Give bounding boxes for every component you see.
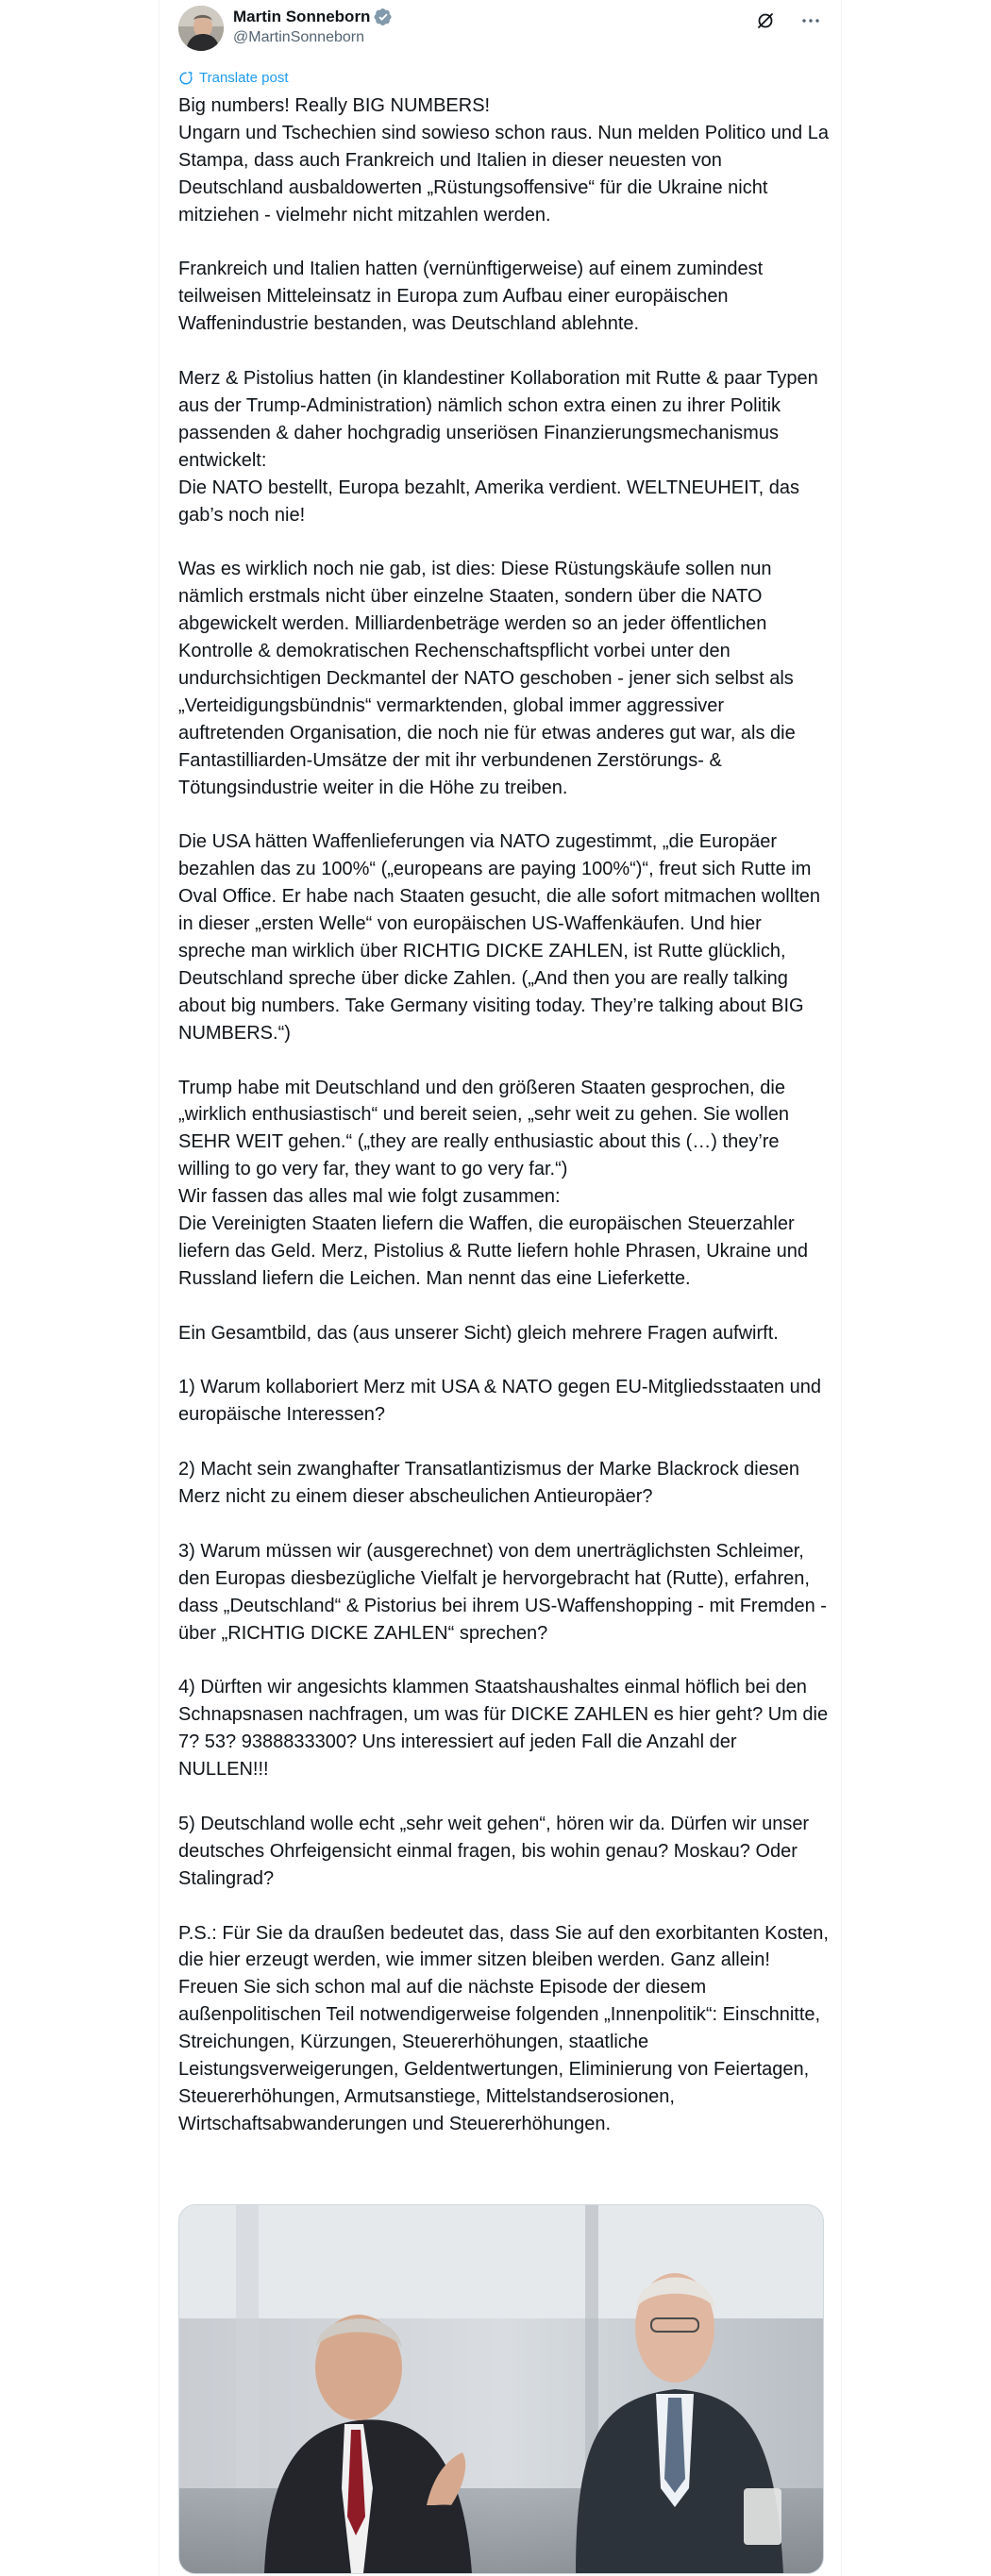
header-actions bbox=[754, 9, 822, 32]
handle[interactable]: @MartinSonneborn bbox=[233, 29, 364, 45]
author-block bbox=[233, 8, 393, 46]
post-paragraph bbox=[178, 1075, 830, 1293]
post-paragraph bbox=[178, 1374, 830, 1429]
post-paragraph bbox=[178, 1456, 830, 1511]
post-column bbox=[159, 0, 842, 2576]
post-paragraph bbox=[178, 1811, 830, 1893]
post-paragraph bbox=[178, 256, 830, 338]
author-row bbox=[233, 8, 393, 26]
more-dots-icon[interactable] bbox=[799, 9, 822, 32]
post-photo[interactable] bbox=[178, 2204, 824, 2574]
post-header bbox=[178, 6, 822, 59]
post-text-line: 2) Macht sein zwanghafter Transatlantizismus der Marke Blackrock diesen Merz nicht zu einem dieser abscheulichen Antieuropäer? bbox=[178, 1459, 800, 1508]
post-paragraph bbox=[178, 365, 830, 528]
post-text-line: 3) Warum müssen wir (ausgerechnet) von dem unerträglichsten Schleimer, den Europas diesbezügliche Vielfalt je hervorgebracht hat (Rutte), erfahren, dass „Deutschland“ & Pistorius bei ihrem US-Waffenshopping - mit Fremden - über „RICHTIG DICKE ZAHLEN“ sprechen? bbox=[178, 1540, 827, 1644]
post-text-line: Big numbers! Really BIG NUMBERS! bbox=[178, 95, 491, 116]
display-name[interactable]: Martin Sonneborn bbox=[233, 8, 371, 25]
grok-icon[interactable] bbox=[754, 9, 777, 32]
post-text-line: Die USA hätten Waffenlieferungen via NATO zugestimmt, „die Europäer bezahlen das zu 100%“ („europeans are paying 100%“)“, freut sich Rutte im Oval Office. Er habe nach Staaten gesucht, die alle sofort mitmachen wollten in dieser „ersten Welle“ von europäischen US-Waffenkäufen. Und hier spreche man wirklich über RICHTIG DICKE ZAHLEN, ist Rutte glücklich, Deutschland spreche über dicke Zahlen. („And then you are really talking about big numbers. Take Germany visiting today. They’re talking about BIG NUMBERS.“) bbox=[178, 831, 820, 1044]
post-text-line: P.S.: Für Sie da draußen bedeutet das, dass Sie auf den exorbitanten Kosten, die hier erzeugt werden, wie immer sitzen bleiben werden. Ganz allein! Freuen Sie sich schon mal auf die nächste Episode der diesem außenpolitischen Teil notwendigerweise folgenden „Innenpolitik“: Einschnitte, Streichungen, Kürzungen, Steuererhöhungen, staatliche Leistungsverweigerungen, Geldentwertungen, Eliminierung von Feiertagen, Steuererhöhungen, Armutsanstiege, Mittelstandserosionen, Wirtschaftsabwanderungen und Steuererhöhungen. bbox=[178, 1922, 829, 2134]
post-paragraph bbox=[178, 556, 830, 801]
translate-post-link[interactable] bbox=[178, 70, 289, 86]
post-paragraph bbox=[178, 1320, 830, 1347]
avatar[interactable] bbox=[178, 6, 224, 51]
post-text-line: Ungarn und Tschechien sind sowieso schon raus. Nun melden Politico und La Stampa, dass auch Frankreich und Italien in dieser neuesten von Deutschland ausbaldowerten „Rüstungsoffensive“ für die Ukraine nicht mitziehen - vielmehr nicht mitzahlen werden. bbox=[178, 122, 829, 226]
post-text bbox=[178, 92, 830, 2138]
post-text-line: 1) Warum kollaboriert Merz mit USA & NATO gegen EU-Mitgliedsstaaten und europäische Interessen? bbox=[178, 1377, 821, 1426]
post-text-line: Ein Gesamtbild, das (aus unserer Sicht) gleich mehrere Fragen aufwirft. bbox=[178, 1322, 779, 1344]
post-text-line: Wir fassen das alles mal wie folgt zusammen: bbox=[178, 1186, 561, 1208]
translate-icon bbox=[178, 71, 193, 86]
post-text-line: Merz & Pistolius hatten (in klandestiner Kollaboration mit Rutte & paar Typen aus der Trump-Administration) nämlich schon extra einen zu ihrer Politik passenden & daher hochgradig unseriösen Finanzierungsmechanismus entwickelt: bbox=[178, 368, 818, 471]
post-paragraph bbox=[178, 1538, 830, 1648]
post-paragraph bbox=[178, 828, 830, 1046]
left-gutter bbox=[0, 0, 159, 2576]
post-paragraph bbox=[178, 92, 830, 229]
avatar-image bbox=[178, 6, 224, 51]
post-text-line: 5) Deutschland wolle echt „sehr weit gehen“, hören wir da. Dürfen wir unser deutsches Ohrfeigensicht einmal fragen, bis wohin genau? Moskau? Oder Stalingrad? bbox=[178, 1813, 810, 1889]
post-text-line: 4) Dürften wir angesichts klammen Staatshaushaltes einmal höflich bei den Schnapsnasen nachfragen, um was für DICKE ZAHLEN es hier geht? Um die 7? 53? 9388833300? Uns interessiert auf jeden Fall die Anzahl der NULLEN!!! bbox=[178, 1677, 829, 1781]
post-text-line: Frankreich und Italien hatten (vernünftigerweise) auf einem zumindest teilweisen Mitteleinsatz in Europa zum Aufbau einer europäischen Waffenindustrie bestanden, was Deutschland ablehnte. bbox=[178, 259, 764, 335]
post-text-line: Trump habe mit Deutschland und den größeren Staaten gesprochen, die „wirklich enthusiastisch“ und bereit seien, „sehr weit zu gehen. Sie wollen SEHR WEIT gehen.“ („they are really enthusiastic about this (…) they’re willing to go very far, they want to go very far.“) bbox=[178, 1077, 789, 1180]
photo-two-men-talking bbox=[179, 2205, 823, 2573]
post-paragraph bbox=[178, 1674, 830, 1783]
post-text-line: Die NATO bestellt, Europa bezahlt, Amerika verdient. WELTNEUHEIT, das gab’s noch nie! bbox=[178, 477, 800, 526]
verified-badge-icon bbox=[374, 8, 393, 26]
post-paragraph bbox=[178, 1920, 830, 2138]
post-text-line: Die Vereinigten Staaten liefern die Waffen, die europäischen Steuerzahler liefern das Geld. Merz, Pistolius & Rutte liefern hohle Phrasen, Ukraine und Russland liefern die Leichen. Man nennt das eine Lieferkette. bbox=[178, 1213, 809, 1289]
translate-label: Translate post bbox=[199, 70, 289, 86]
post-text-line: Was es wirklich noch nie gab, ist dies: Diese Rüstungskäufe sollen nun nämlich erstmals nicht über einzelne Staaten, sondern über die NATO abgewickelt werden. Milliardenbeträge werden so an jeder öffentlichen Kontrolle & demokratischen Rechenschaftspflicht vorbei unter den undurchsichtigen Deckmantel der NATO geschoben - jener sich selbst als „Verteidigungsbündnis“ vermarktenden, global immer aggressiver auftretenden Organisation, die noch nie für etwas anderes gut war, als die Fantastilliarden-Umsätze der mit ihr verbundenen Zerstörungs- & Tötungsindustrie weiter in die Höhe zu treiben. bbox=[178, 559, 796, 798]
